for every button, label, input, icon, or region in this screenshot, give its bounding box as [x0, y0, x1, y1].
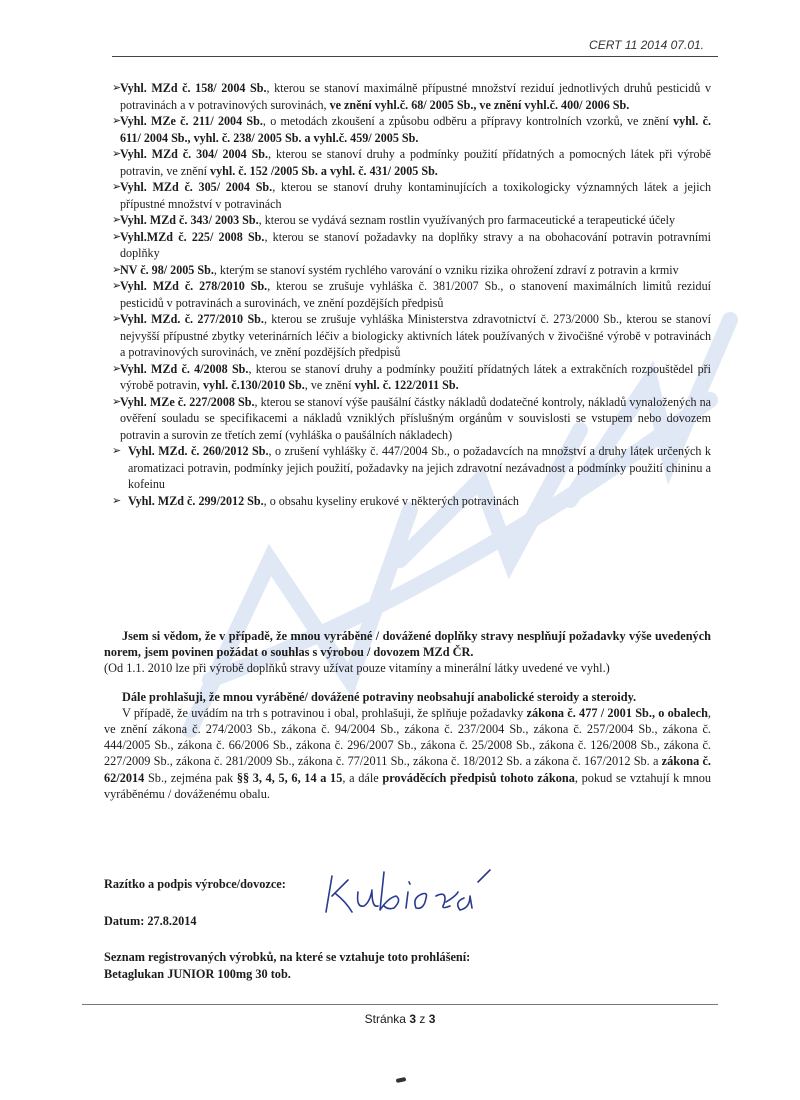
handwritten-signature [318, 862, 508, 924]
product-name: Betaglukan JUNIOR 100mg 30 tob. [104, 966, 291, 981]
arrow-bullet-icon: ➢ [112, 114, 122, 127]
regulation-item [96, 493, 711, 510]
arrow-bullet-icon: ➢ [112, 444, 122, 457]
statement-steroids: Dále prohlašuji, že mnou vyráběné/ dovážené potraviny neobsahují anabolické steroidy a steroidy. [122, 689, 637, 704]
regulation-ref: NV č. 98/ 2005 Sb. [120, 262, 214, 277]
arrow-bullet-icon: ➢ [112, 312, 122, 325]
regulation-ref: Vyhl. MZe č. 227/2008 Sb. [120, 394, 255, 409]
regulation-item [96, 113, 711, 146]
arrow-bullet-icon: ➢ [112, 361, 122, 375]
date-label: Datum: 27.8.2014 [104, 913, 197, 928]
arrow-bullet-icon: ➢ [112, 229, 122, 243]
arrow-bullet-icon: ➢ [112, 147, 122, 160]
regulation-ref: Vyhl. MZd č. 158/ 2004 Sb. [120, 81, 267, 95]
arrow-bullet-icon: ➢ [112, 81, 122, 94]
regulation-ref: Vyhl. MZd č. 304/ 2004 Sb. [120, 147, 269, 161]
regulation-item [96, 80, 711, 113]
regulation-item [96, 229, 711, 262]
regulation-item [96, 146, 711, 179]
regulation-ref: Vyhl. MZd č. 278/2010 Sb. [120, 279, 268, 293]
regulation-ref: vyhl. č. 611/ 2004 Sb., vyhl. č. 238/ 2005 Sb. a vyhl.č. 459/ 2005 Sb. [120, 114, 711, 145]
arrow-bullet-icon: ➢ [112, 213, 122, 226]
regulation-text: , kterou se zrušuje vyhláška Ministerstva zdravotnictví č. 273/2000 Sb., kterou se stanoví nejvyšší přípustné zbytky veterinárních léčiv a biologicky aktivních látek používaných v živočišné výrobě v potravinách a potravinových surovinách, ve znění pozdějších předpisů [120, 312, 711, 359]
regulation-item [96, 443, 711, 493]
arrow-bullet-icon: ➢ [112, 279, 122, 292]
regulation-text: , kterou se stanoví druhy a podmínky použití přídatných a pomocných látek při výrobě potravin, ve znění [120, 147, 711, 178]
arrow-bullet-icon: ➢ [112, 262, 122, 276]
regulation-ref: vyhl. č. 122/2011 Sb. [354, 378, 459, 392]
regulation-text: , o obsahu kyseliny erukové v některých potravinách [263, 493, 519, 508]
arrow-bullet-icon: ➢ [112, 394, 122, 408]
regulation-item [96, 394, 711, 444]
regulation-item [96, 179, 711, 212]
regulation-text: , kterým se stanoví systém rychlého varování o vzniku rizika ohrožení zdraví z potravin a krmiv [213, 262, 679, 277]
regulation-ref: Vyhl.MZd č. 225/ 2008 Sb. [120, 229, 265, 244]
arrow-bullet-icon: ➢ [112, 493, 122, 507]
statement-vitamins-note: (Od 1.1. 2010 lze při výrobě doplňků stravy užívat pouze vitamíny a minerální látky uvedené ve vyhl.) [104, 661, 610, 676]
scan-mark [396, 1077, 407, 1083]
regulation-text: , kterou se stanoví maximálně přípustné množství reziduí jednotlivých druhů pesticidů v potravinách a v potravinových surovinách, [120, 81, 711, 112]
regulation-text: , kterou se stanoví druhy a podmínky použití přídatných látek a extrakčních rozpouštědel při výrobě potravin, [120, 361, 712, 392]
regulation-text: , o zrušení vyhlášky č. 447/2004 Sb., o požadavcích na množství a druhy látek určených k aromatizaci potravin, podmínky jejich použití, požadavky na jejich zdravotní nezávadnost a podmínky použití chininu a kofeinu [128, 444, 711, 491]
regulation-item [96, 361, 711, 394]
regulation-text: , kterou se vydává seznam rostlin využívaných pro farmaceutické a terapeutické účely [258, 213, 676, 227]
regulation-item [96, 278, 711, 311]
regulation-ref: vyhl. č. 152 /2005 Sb. a vyhl. č. 431/ 2005 Sb. [210, 163, 438, 178]
regulation-text: , kterou se zrušuje vyhláška č. 381/2007 Sb., o stanovení maximálních limitů reziduí pesticidů v potravinách a surovinách, ve znění pozdějších předpisů [120, 279, 711, 310]
regulation-item [96, 262, 711, 279]
statements-section [104, 628, 711, 802]
regulation-ref: Vyhl. MZd č. 299/2012 Sb. [128, 493, 264, 508]
statement-packaging: V případě, že uvádím na trh s potravinou i obal, prohlašuji, že splňuje požadavky zákona č. 477 / 2001 Sb., o obalech, ve znění zákona č. 274/2003 Sb., zákona č. 94/2004 Sb., zákona č. 237/2004 Sb., zákona č. 257/2004 Sb., zákona č. 444/2005 Sb., zákona č. 66/2006 Sb., zákona č. 296/2007 Sb., zákona č. 25/2008 Sb., zákona č. 126/2008 Sb., zákona č. 227/2009 Sb., zákona č. 281/2009 Sb., zákona č. 77/2011 Sb., zákona č. 18/2012 Sb. a zákona č. 167/2012 Sb. a zákona č. 62/2014 Sb., zejména pak §§ 3, 4, 5, 6, 14 a 15, a dále prováděcích předpisů tohoto zákona, pokud se vztahují k mnou vyráběnému / dováženému obalu. [104, 705, 711, 801]
regulation-ref: Vyhl. MZd č. 343/ 2003 Sb. [120, 213, 259, 227]
regulation-text: , kterou se stanoví požadavky na doplňky stravy a na obohacování potravin potravními doplňky [120, 229, 711, 260]
regulation-ref: Vyhl. MZd č. 4/2008 Sb. [120, 361, 249, 376]
regulation-text: , kterou se stanoví druhy kontaminujících a toxikologicky významných látek a jejich přípustné množství v potravinách [120, 180, 711, 211]
product-list-label: Seznam registrovaných výrobků, na které se vztahuje toto prohlášení: [104, 950, 471, 964]
statement-consent: Jsem si vědom, že v případě, že mnou vyráběné / dovážené doplňky stravy nesplňují požadavky výše uvedených norem, jsem povinen požádat o souhlas s výrobou / dovozem MZd ČR. [104, 629, 711, 660]
signature-label: Razítko a podpis výrobce/dovozce: [104, 877, 286, 891]
regulation-item [96, 212, 711, 229]
regulation-ref: vyhl. č.130/2010 Sb. [202, 378, 305, 392]
arrow-bullet-icon: ➢ [112, 180, 122, 193]
regulation-ref: Vyhl. MZd. č. 260/2012 Sb. [128, 444, 269, 458]
cert-header: CERT 11 2014 07.01. [589, 38, 704, 52]
regulation-text: , kterou se stanoví výše paušální částky nákladů dodatečné kontroly, nákladů vynaložených na ověření souladu se specifikacemi a nákladů vzniklých příslušným orgánům v souvislosti se vstupem nebo dovozem potravin a surovin ze třetích zemí (vyhláška o paušálních nákladech) [120, 394, 711, 442]
regulation-text: , ve znění [304, 378, 355, 392]
regulation-item [96, 311, 711, 361]
regulations-list [96, 80, 711, 509]
page-number: Stránka 3 z 3 [364, 1012, 436, 1026]
header-rule [112, 56, 718, 57]
regulation-text: , o metodách zkoušení a způsobu odběru a přípravy kontrolních vzorků, ve znění [262, 114, 674, 128]
regulation-ref: Vyhl. MZd. č. 277/2010 Sb. [120, 312, 264, 326]
regulation-ref: ve znění vyhl.č. 68/ 2005 Sb., ve znění vyhl.č. 400/ 2006 Sb. [329, 97, 630, 112]
footer-rule [82, 1004, 718, 1005]
regulation-ref: Vyhl. MZe č. 211/ 2004 Sb. [120, 114, 263, 128]
regulation-ref: Vyhl. MZd č. 305/ 2004 Sb. [120, 180, 273, 194]
